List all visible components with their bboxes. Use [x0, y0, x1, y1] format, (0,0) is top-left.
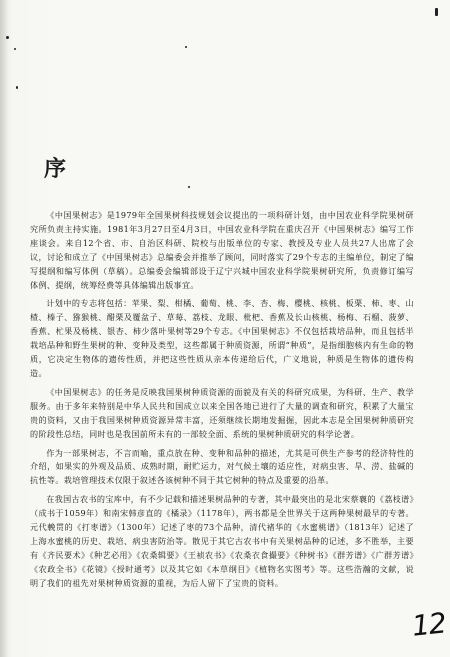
paragraph-4: 作为一部果树志，不言而喻，重点放在种、变种和品种的描述，尤其是可供生产参考的经济特性的介绍，如果实的外观及品质、成熟时期，耐贮运力，对气候土壤的适应性，对病虫害、旱、涝、盐碱的抗性等。栽培管理技术仅限于叙述各该树种不同于其它树种的特点及重要的沿革。	[30, 447, 414, 486]
page-spine-shadow	[0, 0, 8, 657]
scan-speck	[188, 186, 190, 188]
paragraph-3: 《中国果树志》的任务是反映我国果树种质资源的面貌及有关的科研究成果，为科研、生产、教学服务。由于多年来特别是中华人民共和国成立以来全国各地已进行了大量的调查和研究，积累了大量宝贵的资料，又由于我国果树种质资源异常丰富，还须继续长期地发掘掘，因此本志是全国果树种质研究的阶段性总结，同时也是我国前所未有的一部较全面、系统的果树种质研究的科学论著。	[30, 386, 414, 439]
page-heading: 序	[44, 156, 68, 182]
paragraph-2: 计划中的专志将包括：苹果、梨、柑橘、葡萄、桃、李、杏、梅、樱桃、核桃、板栗、柿、枣、山楂、榛子、猕猴桃、醋栗及覆盆子、草莓、荔枝、龙眼、枇杷、香蕉及长山核桃、杨梅、石榴、菠萝、香蕉、杧果及杨桃、银杏、柿少落叶果树等29个专志。《中国果树志》不仅包括栽培品种，而且包括半栽培品种和野生果树的种、变种及类型，这些都属于种质资源，所谓“种质”，是指细胞核内有生命的物质，它决定生物体的遗传性质，并把这些性质从亲本传递给后代，广义地说，种质是生物体的遗传构造。	[30, 298, 414, 378]
scan-speck	[185, 46, 187, 48]
handwritten-page-number: 12	[410, 606, 448, 643]
scan-speck	[14, 48, 16, 50]
paragraph-5: 在我国古农书的宝库中，有不少记载和描述果树品种的专著，其中最突出的是北宋蔡襄的《荔枝谱》（成书于1059年）和南宋韩彦直的《橘录》（1178年），两书都是全世界关于这两种果树最早的专著。元代輓贯的《打枣谱》（1300年）记述了枣的73个品种，清代褚华的《水蜜桃谱》（1813年）记述了上海水蜜桃的历史、栽培、病虫害防治等。散见于其它古农书中有关果树品种的记述，多不胜举，主要有《齐民要术》《种艺必用》《农桑辑要》《王祯农书》《农桑衣食撮要》《种树书》《群芳谱》《广群芳谱》《农政全书》《花镜》《授时通考》以及其它如《本草纲目》《植物名实图考》等。这些浩瀚的文献，说明了我们的祖先对果树种质资源的重视，为后人留下了宝贵的资料。	[30, 494, 414, 588]
scan-speck	[6, 36, 9, 39]
preface-body	[30, 209, 414, 596]
scan-speck	[435, 8, 438, 16]
paragraph-1: 《中国果树志》是1979年全国果树科技规划会议提出的一项科研计划，由中国农业科学院果树研究所负责主持实施。1981年3月27日至4月3日，中国农业科学院在重庆召开《中国果树志》编写工作座谈会。来自12个省、市、自治区科研、院校与出版单位的专家、教授及专业人员共27人出席了会议，讨论和成立了《中国果树志》总编委会并推举了顾问，同时落实了29个专志的主编单位，制定了编写提纲和编写体例（草稿）。总编委会编辑部设于辽宁兴城中国农业科学院果树研究所，负责修订编写体例、提纲，统筹经费等具体编辑出版事宜。	[30, 210, 414, 290]
scan-speck	[16, 86, 18, 89]
